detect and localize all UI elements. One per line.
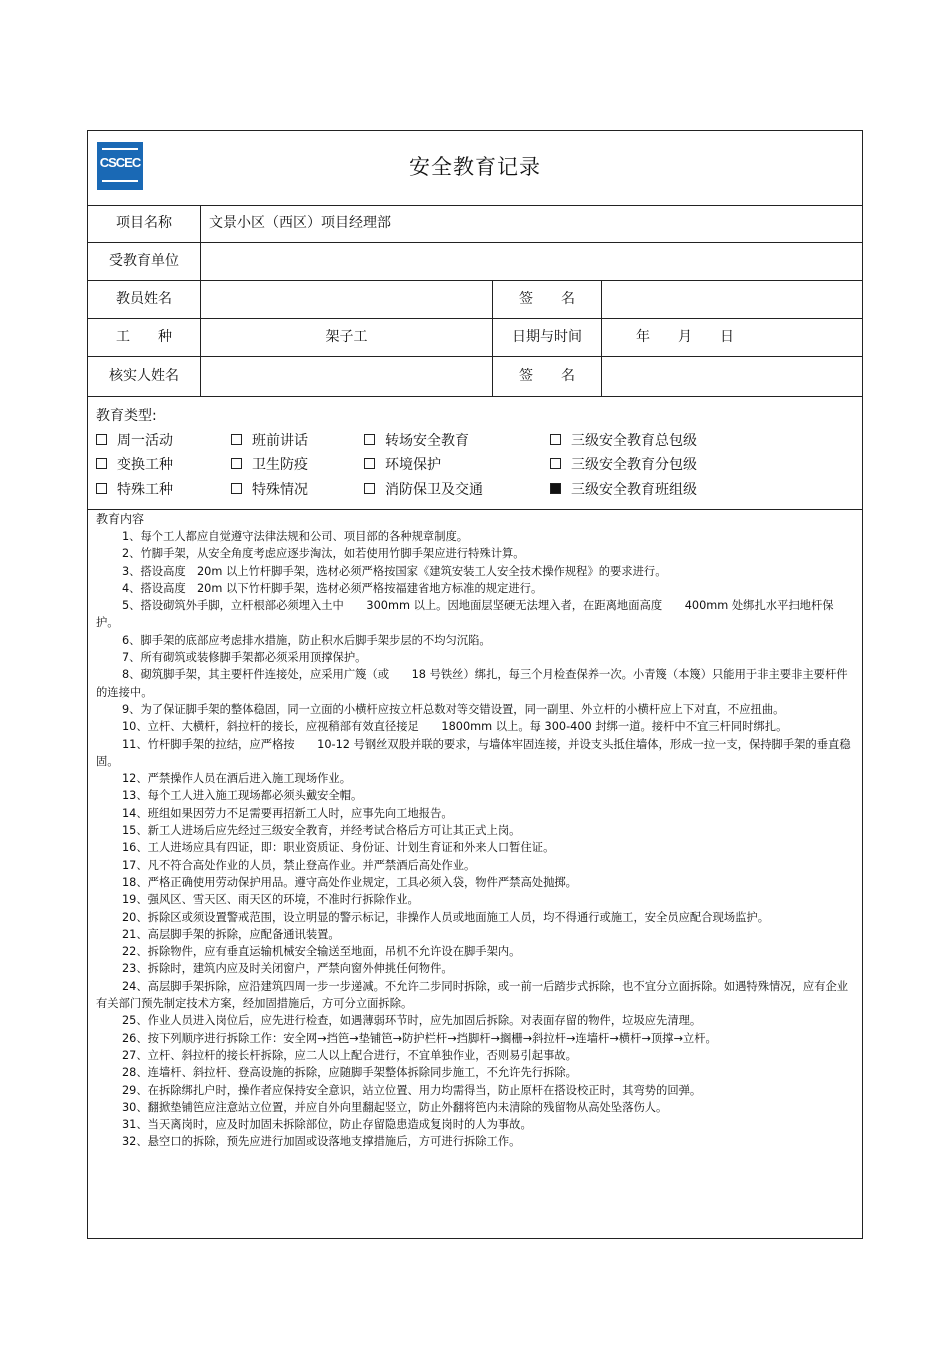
project-value[interactable]: 文景小区（西区）项目经理部 xyxy=(209,215,391,231)
option-label: 特殊情况 xyxy=(252,482,308,498)
teacher-value[interactable] xyxy=(209,281,489,318)
header-row xyxy=(88,131,862,206)
option-label: 变换工种 xyxy=(117,457,173,473)
option-special-trade[interactable] xyxy=(96,479,173,499)
content-item: 28、连墙杆、斜拉杆、登高设施的拆除，应随脚手架整体拆除同步施工，不允许先行拆除。 xyxy=(122,1066,577,1080)
divider xyxy=(200,357,201,396)
option-label: 三级安全教育分包级 xyxy=(571,457,697,473)
verifier-row xyxy=(88,357,862,397)
checkbox[interactable] xyxy=(96,434,107,445)
verifier-label: 核实人姓名 xyxy=(109,368,179,384)
content-item: 19、强风区、雪天区、雨天区的环境，不准时行拆除作业。 xyxy=(122,893,419,907)
content-item: 7、所有砌筑或装修脚手架都必须采用顶撑保护。 xyxy=(122,651,367,665)
content-item: 21、高层脚手架的拆除，应配备通讯装置。 xyxy=(122,927,340,941)
content-title: 教育内容 xyxy=(96,512,145,526)
content-item: 29、在拆除绑扎户时，操作者应保持安全意识，站立位置、用力均需得当，防止原杆在搭设校正时，其弯势的回弹。 xyxy=(122,1083,702,1097)
option-label: 转场安全教育 xyxy=(385,433,469,449)
option-special-case[interactable] xyxy=(231,479,308,499)
project-row xyxy=(88,205,862,243)
option-label: 卫生防疫 xyxy=(252,457,308,473)
education-types xyxy=(88,397,862,510)
trade-row xyxy=(88,319,862,357)
content-item: 8、砌筑脚手架，其主要杆件连接处，应采用广篾（或 18 号铁丝）绑扎，每三个月检查保养一次。小青篾（本篾）只能用于非主要非主要杆件的连接中。 xyxy=(96,668,848,699)
content-item: 5、搭设砌筑外手脚，立杆根部必须埋入土中 300mm 以上。因地面层坚硬无法埋入者，在距离地面高度 400mm 处绑扎水平扫地杆保护。 xyxy=(96,599,834,630)
divider xyxy=(200,281,201,318)
content-item: 18、严格正确使用劳动保护用品。遵守高处作业规定，工具必须入袋，物件严禁高处抛掷。 xyxy=(122,875,577,889)
checkbox[interactable] xyxy=(364,483,375,494)
content-item: 25、作业人员进入岗位后，应先进行检查，如遇薄弱环节时，应先加固后拆除。对表面存留的物件，垃圾应先清理。 xyxy=(122,1014,702,1028)
checkbox[interactable] xyxy=(550,458,561,469)
page-title: 安全教育记录 xyxy=(409,155,541,179)
content-item: 32、悬空口的拆除，预先应进行加固或设落地支撑措施后，方可进行拆除工作。 xyxy=(122,1135,521,1149)
option-level3-team[interactable] xyxy=(550,479,697,499)
content-item: 3、搭设高度 20m 以上竹杆脚手架，选材必须严格按国家《建筑安装工人安全技术操作规程》的要求进行。 xyxy=(122,564,667,578)
content-item: 27、立杆、斜拉杆的接长杆拆除，应二人以上配合进行，不宜单独作业，否则易引起事故。 xyxy=(122,1048,577,1062)
option-level3-subcontract[interactable] xyxy=(550,454,697,474)
content-item: 2、竹脚手架，从安全角度考虑应逐步淘汰，如若使用竹脚手架应进行特殊计算。 xyxy=(122,547,525,561)
divider xyxy=(200,205,201,242)
checkbox[interactable] xyxy=(96,458,107,469)
option-label: 消防保卫及交通 xyxy=(385,482,483,498)
project-label: 项目名称 xyxy=(116,215,172,231)
content-item: 6、脚手架的底部应考虑排水措施，防止积水后脚手架步层的不均匀沉陷。 xyxy=(122,633,491,647)
option-pre-shift-talk[interactable] xyxy=(231,430,308,450)
content-list xyxy=(96,528,856,1151)
checkbox[interactable] xyxy=(231,458,242,469)
option-label: 特殊工种 xyxy=(117,482,173,498)
checkbox[interactable] xyxy=(364,434,375,445)
option-epidemic[interactable] xyxy=(231,454,308,474)
option-level3-general[interactable] xyxy=(550,430,697,450)
logo-text: CSCEC xyxy=(99,155,141,170)
checkbox[interactable] xyxy=(364,458,375,469)
unit-row xyxy=(88,243,862,281)
trade-value[interactable]: 架子工 xyxy=(325,329,368,345)
checkbox[interactable] xyxy=(231,434,242,445)
content-item: 23、拆除时，建筑内应及时关闭窗户，严禁向窗外伸挑任何物件。 xyxy=(122,962,453,976)
sign-label-1: 签 名 xyxy=(519,291,575,307)
content-item: 13、每个工人进入施工现场都必须头戴安全帽。 xyxy=(122,789,363,803)
content-item: 22、拆除物件，应有垂直运输机械安全输送至地面，吊机不允许设在脚手架内。 xyxy=(122,945,521,959)
option-label: 班前讲话 xyxy=(252,433,308,449)
option-transfer-safety[interactable] xyxy=(364,430,469,450)
option-label: 环境保护 xyxy=(385,457,441,473)
option-environment[interactable] xyxy=(364,454,441,474)
datetime-label: 日期与时间 xyxy=(512,329,582,345)
option-change-trade[interactable] xyxy=(96,454,173,474)
option-label: 三级安全教育总包级 xyxy=(571,433,697,449)
content-item: 9、为了保证脚手架的整体稳固，同一立面的小横杆应按立杆总数对等交错设置，同一副里、外立杆的小横杆应上下对直，不应扭曲。 xyxy=(122,702,785,716)
record-sheet xyxy=(87,130,863,1239)
content-item: 4、搭设高度 20m 以下竹杆脚手架，选材必须严格按福建省地方标准的规定进行。 xyxy=(122,581,543,595)
option-label: 周一活动 xyxy=(117,433,173,449)
option-fire-security[interactable] xyxy=(364,479,483,499)
checkbox-checked[interactable] xyxy=(550,483,561,494)
content-item: 31、当天离岗时，应及时加固未拆除部位，防止存留隐患造成复岗时的人为事故。 xyxy=(122,1118,532,1132)
checkbox[interactable] xyxy=(550,434,561,445)
content-item: 15、新工人进场后应先经过三级安全教育，并经考试合格后方可让其正式上岗。 xyxy=(122,824,521,838)
divider xyxy=(601,319,602,356)
sign-value-1[interactable] xyxy=(610,281,850,318)
sign-label-2: 签 名 xyxy=(519,368,575,384)
content-item: 20、拆除区或须设置警戒范围，设立明显的警示标记，非操作人员或地面施工人员，均不得通行或施工，安全员应配合现场监护。 xyxy=(122,910,770,924)
content-item: 12、严禁操作人员在酒后进入施工现场作业。 xyxy=(122,772,352,786)
unit-value[interactable] xyxy=(209,243,849,280)
divider xyxy=(601,357,602,396)
unit-label: 受教育单位 xyxy=(109,253,179,269)
teacher-row xyxy=(88,281,862,319)
checkbox[interactable] xyxy=(96,483,107,494)
content-item: 30、翻掀垫铺笆应注意站立位置，并应自外向里翻起竖立，防止外翻将笆内未清除的残留物从高处坠落伤人。 xyxy=(122,1100,668,1114)
divider xyxy=(601,281,602,318)
option-weekly-activity[interactable] xyxy=(96,430,173,450)
option-label: 三级安全教育班组级 xyxy=(571,482,697,498)
divider xyxy=(200,243,201,280)
content-item: 16、工人进场应具有四证，即：职业资质证、身份证、计划生育证和外来人口暂住证。 xyxy=(122,841,555,855)
content-item: 14、班组如果因劳力不足需要再招新工人时，应事先向工地报告。 xyxy=(122,806,453,820)
content-item: 24、高层脚手架拆除，应沿建筑四周一步一步递减。不允许二步同时拆除，或一前一后踏步式拆除，也不宜分立面拆除。如遇特殊情况，应有企业有关部门预先制定技术方案，经加固措施后，方可分立面拆除。 xyxy=(96,979,849,1011)
education-types-title: 教育类型: xyxy=(96,408,157,424)
content-item: 26、按下列顺序进行拆除工作：安全网→挡笆→垫铺笆→防护栏杆→挡脚杆→搁栅→斜拉杆→连墙杆→横杆→顶撑→立杆。 xyxy=(122,1031,717,1045)
verifier-value[interactable] xyxy=(209,357,489,394)
checkbox[interactable] xyxy=(231,483,242,494)
content-item: 10、立杆、大横杆，斜拉杆的接长，应视稍部有效直径接足 1800mm 以上。每 300-400 封绑一道。接杆中不宜三杆同时绑扎。 xyxy=(122,720,788,734)
content-item: 17、凡不符合高处作业的人员，禁止登高作业。并严禁酒后高处作业。 xyxy=(122,858,476,872)
datetime-value[interactable]: 年 月 日 xyxy=(636,329,734,345)
sign-value-2[interactable] xyxy=(610,357,850,394)
content-item: 1、每个工人都应自觉遵守法律法规和公司、项目部的各种规章制度。 xyxy=(122,530,469,543)
trade-label: 工 种 xyxy=(116,329,172,345)
content-item: 11、竹杆脚手架的拉结，应严格按 10-12 号钢丝双股并联的要求，与墙体牢固连接，并设支头抵住墙体，形成一拉一支，保持脚手架的垂直稳固。 xyxy=(96,737,851,768)
logo-stripe-top xyxy=(102,148,138,150)
teacher-label: 教员姓名 xyxy=(116,291,172,307)
